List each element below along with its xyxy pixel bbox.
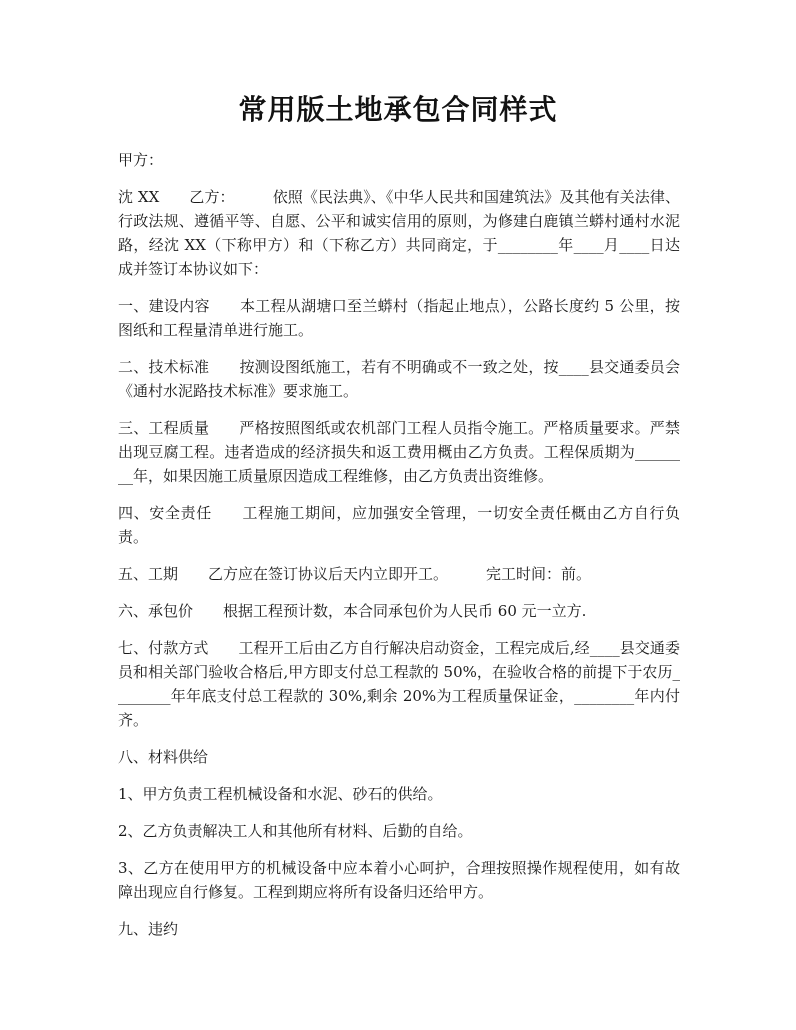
section-4 xyxy=(118,501,680,549)
section-6 xyxy=(118,599,680,623)
section-6-heading: 六、承包价 xyxy=(118,602,194,620)
section-8-item: 2、乙方负责解决工人和其他所有材料、后勤的自给。 xyxy=(118,822,473,840)
section-5-completion: 完工时间：前。 xyxy=(486,565,592,583)
party-a-line xyxy=(118,148,680,172)
document-title: 常用版土地承包合同样式 xyxy=(238,93,558,126)
section-1-heading: 一、建设内容 xyxy=(118,297,210,315)
section-4-heading: 四、安全责任 xyxy=(118,504,212,522)
section-8-item: 1、甲方负责工程机械设备和水泥、砂石的供给。 xyxy=(118,785,443,803)
section-2-text: 按测设图纸施工，若有不明确或不一致之处，按____县交通委员会《通村水泥路技术标准》要求施工。 xyxy=(118,358,680,400)
party-b-label: 乙方： xyxy=(189,188,235,206)
section-5-heading: 五、工期 xyxy=(118,565,179,583)
section-1-text: 本工程从湖塘口至兰蟒村（指起止地点），公路长度约 5 公里，按图纸和工程量清单进行施工。 xyxy=(118,297,680,339)
section-6-text: 根据工程预计数，本合同承包价为人民币 60 元一立方. xyxy=(223,602,587,620)
section-3-heading: 三、工程质量 xyxy=(118,419,210,437)
section-2 xyxy=(118,355,680,403)
section-8-item: 3、乙方在使用甲方的机械设备中应本着小心呵护，合理按照操作规程使用，如有故障出现应自行修复。工程到期应将所有设备归还给甲方。 xyxy=(118,859,680,901)
document-body xyxy=(118,148,680,954)
section-9-heading: 九、违约 xyxy=(118,920,179,938)
section-5-text: 乙方应在签订协议后天内立即开工。 xyxy=(208,565,449,583)
section-1 xyxy=(118,294,680,342)
preamble-text: 依照《民法典》、《中华人民共和国建筑法》及其他有关法律、行政法规、遵循平等、自愿、公平和诚实信用的原则，为修建白鹿镇兰蟒村通村水泥路，经沈 XX（下称甲方）和（下称乙方）共同商定，于________年____月____日达成并签订本协议如下： xyxy=(118,188,680,278)
section-7-heading: 七、付款方式 xyxy=(118,639,209,657)
section-7 xyxy=(118,636,680,732)
preamble-paragraph xyxy=(118,185,680,281)
section-3 xyxy=(118,416,680,488)
section-5 xyxy=(118,562,680,586)
section-7-text: 工程开工后由乙方自行解决启动资金，工程完成后,经____县交通委员和相关部门验收合格后,甲方即支付总工程款的 50%，在验收合格的前提下于农历________年年底支付总工程款的 30%,剩余 20%为工程质量保证金，________年内付齐。 xyxy=(118,639,680,729)
section-8-heading: 八、材料供给 xyxy=(118,748,209,766)
party-a-label: 甲方： xyxy=(118,151,164,169)
section-2-heading: 二、技术标准 xyxy=(118,358,210,376)
section-3-text: 严格按照图纸或农机部门工程人员指令施工。严格质量要求。严禁出现豆腐工程。违者造成的经济损失和返工费用概由乙方负责。工程保质期为________年，如果因施工质量原因造成工程维修，由乙方负责出资维修。 xyxy=(118,419,680,485)
section-4-text: 工程施工期间，应加强安全管理，一切安全责任概由乙方自行负责。 xyxy=(118,504,680,546)
party-a-name: 沈 XX xyxy=(118,188,160,206)
